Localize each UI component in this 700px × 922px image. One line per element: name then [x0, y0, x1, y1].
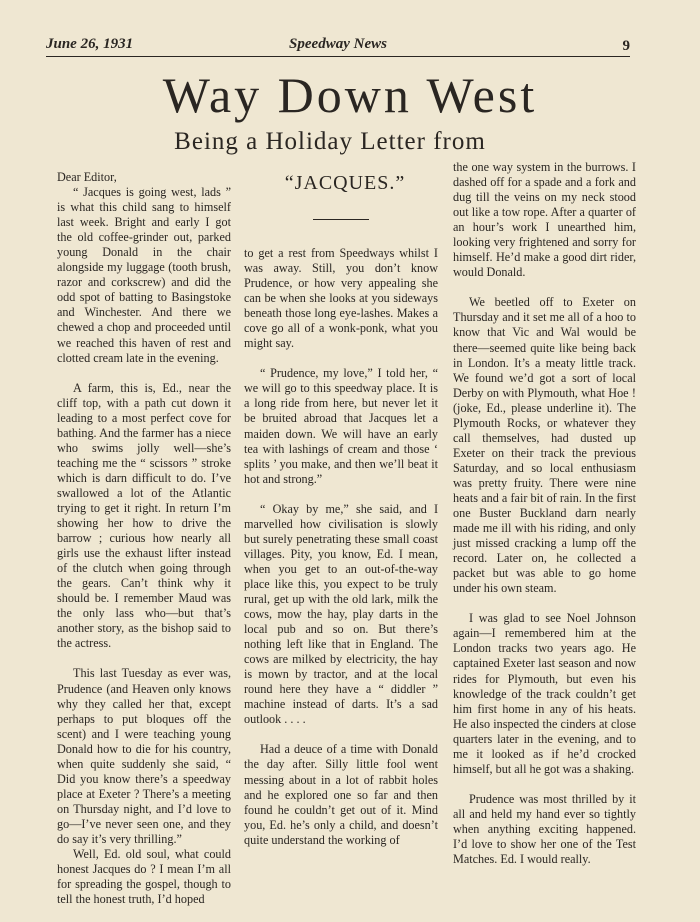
paragraph: Had a deuce of a time with Donald the day after. Silly little fool went messing about in a lot of rabbit holes and he explored one so far and then found he couldn’t get out of it. Mind you, Ed. he’s only a child, and doesn’t quite understand the working of — [244, 742, 438, 847]
article-subtitle: Being a Holiday Letter from — [174, 128, 486, 155]
paragraph: “ Jacques is going west, lads ” is what this child sang to himself last week. Bright and early I got the old coffee-grinder out, parked young Donald in the chair alongside my luggage (tooth brush, razor and corkscrew) and did the odd spot of batting to Basingstoke and Winchester. And there we chewed a chop and proceeded until we reached this haven of rest and clotted cream late in the evening. — [57, 185, 231, 365]
paragraph: I was glad to see Noel Johnson again—I remembered him at the London tracks two years ago. He captained Exeter last season and now rides for Plymouth, but even his knowledge of the track couldn’t get him first home in any of his heats. He also inspected the cinders at close quarters later in the evening, and to me it looked as if he’d crocked himself, but all he got was a shaking. — [453, 611, 636, 776]
paragraph: Well, Ed. old soul, what could honest Jacques do ? I mean I’m all for spreading the gospel, though to tell the honest truth, I’d hoped — [57, 847, 231, 907]
article-title: Way Down West — [162, 67, 538, 123]
paragraph: Prudence was most thrilled by it all and held my hand ever so tightly when anything exciting happened. I’d love to show her one of the Test Matches. Ed. I would really. — [453, 791, 636, 867]
paragraph: “ Okay by me,” she said, and I marvelled how civilisation is slowly but surely penetrating these small coast villages. Pity, you know, Ed. I mean, when you get to an out-of-the-way place like this, you expect to be truly rural, get up with the old lark, milk the cows, mow the hay, play darts in the local pub and so on. But there’s nothing left like that in England. The cows are milked by electricity, the hay is mown by tractor, and at the local round here they have a “ diddler ” machine instead of darts. It’s a sad outlook . . . . — [244, 501, 438, 727]
paragraph: We beetled off to Exeter on Thursday and it set me all of a hoo to know that Vic and Wal would be there—seemed quite like being back in London. It’s a meaty little track. We found we’d got a sort of local Derby on with Plymouth, what Hoe ! (joke, Ed., please underline it). The Plymouth Rocks, or whatever they call themselves, had dusted up Exeter on their track the previous Saturday, and so local enthusiasm was pretty fruity. There were nine heats and a fair bit of rain. In the first one Buster Buckland darn nearly made me ill with his riding, and only just missed cracking a lump off the record. Later on, he collected a packet but was able to go home under his own steam. — [453, 295, 636, 596]
column-2 — [244, 246, 438, 863]
salutation: Dear Editor, — [57, 170, 117, 184]
paragraph: “ Prudence, my love,” I told her, “ we will go to this speedway place. It is a long ride from here, but never let it be bruited abroad that Jacques let a maiden down. We will have an early tea with lashings of cream and those ‘ splits ’ you make, and then we’ll beat it hot and strong.” — [244, 366, 438, 486]
byline-rule — [313, 219, 369, 220]
issue-date: June 26, 1931 — [46, 36, 134, 52]
page-number: 9 — [622, 38, 630, 54]
author-byline: “JACQUES.” — [284, 172, 406, 194]
column-1 — [57, 170, 231, 922]
paragraph: This last Tuesday as ever was, Prudence (and Heaven only knows why they called her that, except perhaps to put bloques off the scent) and I were teaching young Donald how to die for his country, when quite suddenly she said, “ Did you know there’s a speedway place at Exeter ? There’s a meeting on Thursday night, and I’d love to go—I’ve never seen one, and they do say it’s very thrilling.” — [57, 666, 231, 846]
header-rule — [46, 56, 630, 57]
paragraph: to get a rest from Speedways whilst I was away. Still, you don’t know Prudence, or how very appealing she can be when she looks at you sideways beneath those long eye-lashes. Makes a cove go all of a wonk-ponk, what you might say. — [244, 246, 438, 351]
column-3 — [453, 160, 636, 882]
paragraph: the one way system in the burrows. I dashed off for a spade and a fork and dug till the veins on my neck stood out like a tow rope. After a quarter of an hour’s work I unearthed him, looking very frightened and sorry for himself. He’d make a good dirt rider, would Donald. — [453, 160, 636, 280]
publication-name: Speedway News — [289, 36, 387, 52]
paragraph: A farm, this is, Ed., near the cliff top, with a path cut down it leading to a most perfect cove for bathing. And the farmer has a niece who swims jolly well—she’s teaching me the “ scissors ” stroke which is darn difficult to do. I’ve swallowed a lot of the Atlantic trying to get it right. In return I’m showing her how to drive the barrow ; curious how nearly all girls use the exhaust lifter instead of the clutch when going through the gears. Can’t think why it should be. I remember Maud was the only lass who—but that’s another story, as the bishop said to the actress. — [57, 380, 231, 651]
